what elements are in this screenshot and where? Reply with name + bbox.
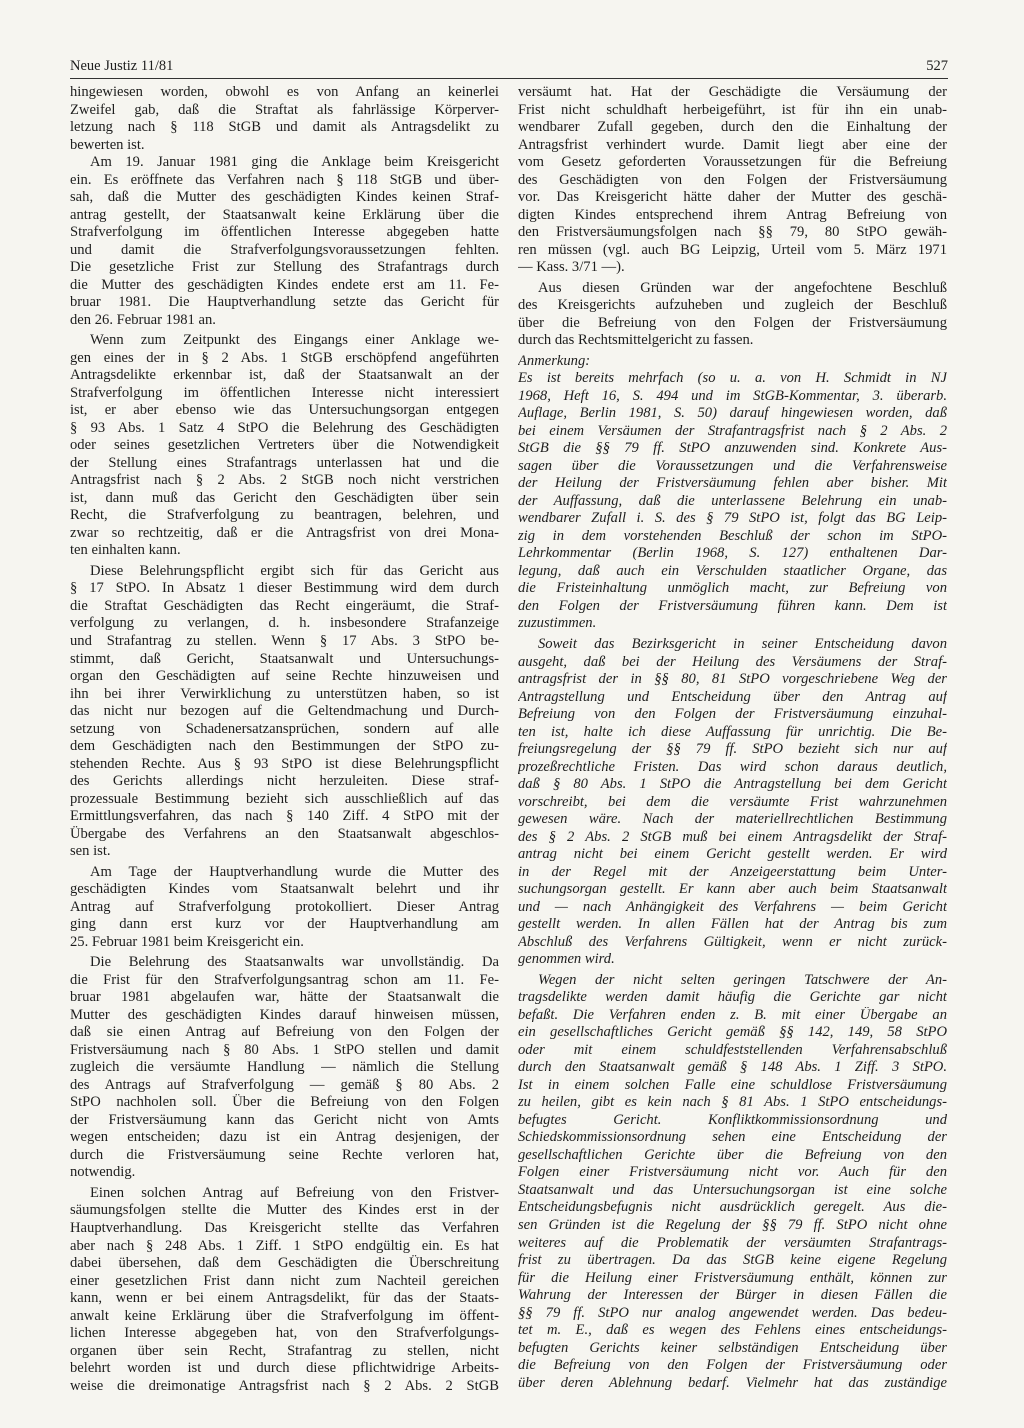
text-line: Am 19. Januar 1981 ging die Anklage beim Kreisgericht [90, 154, 499, 171]
text-line: zuzustimmen. [518, 615, 597, 632]
text-line: des Gerichts allerdings nicht herzuleiten. Diese straf- [70, 773, 499, 790]
header-rule [70, 78, 948, 79]
text-line: ausgeht, daß bei der Heilung des Versäumens der Straf- [518, 653, 947, 670]
text-line: weise die dreimonatige Antragsfrist nach § 2 Abs. 2 StGB [70, 1377, 499, 1394]
text-line: zwar so rechtzeitig, daß er die Antragsfrist von drei Mona- [70, 524, 499, 541]
text-line: Ermittlungsverfahren, das nach § 140 Ziff. 4 StPO mit der [70, 808, 499, 825]
text-line: Strafverfolgung im öffentlichen Interesse abgegeben hatte [70, 224, 499, 241]
text-line: ist, er aber ebenso wie das Untersuchungsorgan entgegen [70, 402, 499, 419]
text-line: ten einhalten kann. [70, 542, 181, 559]
text-line: Anmerkung: [518, 352, 591, 369]
text-line: zig in dem vorstehenden Beschluß der schon im StPO- [518, 527, 947, 544]
text-line: zugleich die versäumte Handlung — nämlich die Stellung [70, 1059, 499, 1076]
text-line: versäumt hat. Hat der Geschädigte die Versäumung der [518, 84, 947, 100]
text-line: letzung nach § 118 StGB und damit als Antragsdelikt zu [70, 119, 499, 136]
text-line: Die gesetzliche Frist zur Stellung des Strafantrags durch [70, 259, 499, 276]
text-line: Abschluß des Verfahrens Gültigkeit, wenn er nicht zurück- [518, 933, 947, 950]
text-line: gen eines der in § 2 Abs. 1 StGB erschöpfend angeführten [70, 349, 499, 366]
text-line: das nicht nur bezogen auf die Geltendmachung und Durch- [70, 703, 499, 720]
text-line: tragsdelikte werden damit häufig die Gerichte gar nicht [518, 989, 947, 1006]
text-line: über die Befreiung von den Folgen der Fristversäumung [518, 314, 947, 331]
text-line: des Antrags auf Strafverfolgung — gemäß § 80 Abs. 2 [70, 1076, 499, 1093]
text-line: der Fristversäumung kann das Gericht nicht von Amts [70, 1111, 499, 1128]
text-line: wendbarer Zufall gegeben, durch den die Einhaltung der [518, 119, 947, 136]
text-line: ihn bei ihrer Verwirklichung zu unterstützen haben, so ist [70, 685, 499, 702]
text-line: gewesen wäre. Nach der materiellrechtlichen Bestimmung [518, 811, 947, 828]
text-line: organ den Geschädigten auf seine Rechte hinzuweisen und [70, 668, 499, 685]
text-line: ist, dann muß das Gericht den Geschädigten über sein [70, 489, 499, 506]
text-line: befugtes Gericht. Konfliktkommissionsordnung und [518, 1111, 947, 1128]
text-line: hingewiesen worden, obwohl es von Anfang an keinerlei [70, 84, 499, 100]
text-line: ging dann erst kurz vor der Hauptverhandlung am [70, 916, 499, 933]
text-line: 25. Februar 1981 beim Kreisgericht ein. [70, 933, 304, 950]
text-line: wendbarer Zufall i. S. des § 79 StPO ist, folgt das BG Leip- [518, 510, 947, 527]
text-line: verfolgung zu verlangen, d. h. insbesondere Strafanzeige [70, 615, 499, 632]
text-line: Wahrung der Interessen der Bürger in diesen Fällen die [518, 1287, 947, 1304]
text-line: frist zu übertragen. Da das StGB keine eigene Regelung [518, 1252, 947, 1269]
text-line: gesellschaftlichen Gerichte über die Befreiung von den [518, 1146, 947, 1163]
text-line: kann, wenn er bei einem Antragsdelikt, für das der Staats- [70, 1290, 499, 1307]
text-line: § 17 StPO. In Absatz 1 dieser Bestimmung wird dem durch [70, 580, 499, 597]
text-line: durch den Staatsanwalt gemäß § 148 Abs. 1 Ziff. 3 StPO. [518, 1059, 947, 1076]
text-line: und damit die Strafverfolgungsvoraussetzungen fehlten. [70, 241, 499, 258]
text-line: durch die Fristversäumung seine Rechte verloren hat, [70, 1146, 499, 1163]
text-line: Frist nicht schuldhaft herbeigeführt, ist für ihn ein unab- [518, 101, 947, 118]
text-line: die Befreiung von den Folgen der Fristversäumung oder [518, 1357, 947, 1374]
text-line: des Geschädigten von den Folgen der Fristversäumung [518, 171, 947, 188]
text-line: Die Belehrung des Staatsanwalts war unvollständig. Da [90, 954, 499, 971]
text-line: vor. Das Kreisgericht hätte daher der Mutter des geschä- [518, 189, 947, 206]
text-line: daß § 80 Abs. 1 StPO die Antragstellung bei dem Gericht [518, 776, 947, 793]
text-line: stehenden Rechte. Aus § 93 StPO ist diese Belehrungspflicht [70, 755, 499, 772]
text-line: Einen solchen Antrag auf Befreiung von den Fristver- [90, 1184, 499, 1201]
text-line: den Folgen der Fristversäumung führen kann. Dem ist [518, 597, 947, 614]
text-line: notwendig. [70, 1164, 136, 1181]
text-line: setzung von Schadenersatzansprüchen, sondern auf alle [70, 720, 499, 737]
text-line: — Kass. 3/71 —). [518, 259, 625, 276]
text-line: dem Geschädigten nach den Bestimmungen der StPO zu- [70, 738, 499, 755]
text-line: und Strafantrag zu stellen. Wenn § 17 Abs. 3 StPO be- [70, 632, 499, 649]
text-line: die Fristeinhaltung unmöglich macht, zur Befreiung von [518, 580, 947, 597]
text-line: Befreiung von den Folgen der Fristversäumung einzuhal- [518, 706, 947, 723]
text-line: für die Heilung einer Fristversäumung enthält, können zur [518, 1269, 947, 1286]
text-line: den 26. Februar 1981 an. [70, 311, 216, 328]
text-line: freiungsregelung der §§ 79 ff. StPO bezieht sich nur auf [518, 741, 947, 758]
text-line: legung, daß auch ein Verschulden staatlicher Organe, das [518, 562, 947, 579]
text-line: geschädigten Kindes vom Staatsanwalt belehrt und ihr [70, 881, 499, 898]
text-line: Es ist bereits mehrfach (so u. a. von H. Schmidt in NJ [518, 370, 947, 387]
text-line: zu heilen, gibt es kein nach § 81 Abs. 1 StPO entscheidungs- [518, 1094, 947, 1111]
text-line: bei einem Versäumen der Strafantragsfrist nach § 2 Abs. 2 [518, 422, 947, 439]
text-line: StPO nachholen soll. Über die Befreiung von den Folgen [70, 1094, 499, 1111]
text-line: bewerten ist. [70, 136, 145, 153]
page-number: 527 [926, 58, 948, 74]
text-line: sen ist. [70, 843, 111, 860]
text-line: daß sie einen Antrag auf Befreiung von den Folgen der [70, 1024, 499, 1041]
text-line: Strafverfolgung im öffentlichen Interesse nicht interessiert [70, 384, 499, 401]
text-line: Ist in einem solchen Falle eine schuldlose Fristversäumung [518, 1076, 947, 1093]
text-line: bruar 1981. Die Hauptverhandlung setzte das Gericht für [70, 294, 499, 311]
text-line: Am Tage der Hauptverhandlung wurde die Mutter des [90, 863, 499, 880]
text-line: der Stellung eines Strafantrags unterlassen hat und die [70, 454, 499, 471]
text-line: und — nach Anhängigkeit des Verfahrens — beim Gericht [518, 898, 947, 915]
text-line: Lehrkommentar (Berlin 1968, S. 127) enthaltenen Dar- [518, 545, 947, 562]
text-line: vom Gesetz geforderten Voraussetzungen für die Befreiung [518, 154, 947, 171]
text-line: sagen über die Voraussetzungen und die Verfahrensweise [518, 457, 947, 474]
text-line: durch das Rechtsmittelgericht zu fassen. [518, 332, 754, 349]
text-line: anwalt keine Erklärung über die Strafverfolgung im öffent- [70, 1307, 499, 1324]
text-line: stimmt, daß Gericht, Staatsanwalt und Untersuchungs- [70, 650, 499, 667]
text-line: antragsfrist der in §§ 80, 81 StPO vorgeschriebene Weg der [518, 671, 947, 688]
right-column [518, 84, 947, 1392]
text-line: §§ 79 ff. StPO nur analog angewendet werden. Das bedeu- [518, 1304, 947, 1321]
text-line: digten Kindes entsprechend ihrem Antrag Befreiung von [518, 206, 947, 223]
text-line: ren müssen (vgl. auch BG Leipzig, Urteil vom 5. März 1971 [518, 241, 947, 258]
text-line: Folgen einer Fristversäumung nicht vor. Auch für den [518, 1164, 947, 1181]
text-line: § 93 Abs. 1 Satz 4 StPO die Belehrung des Geschädigten [70, 419, 499, 436]
text-line: die Frist für den Strafverfolgungsantrag schon am 11. Fe- [70, 971, 499, 988]
text-line: des § 2 Abs. 2 StGB muß bei einem Antragsdelikt der Straf- [518, 828, 947, 845]
text-line: Auflage, Berlin 1981, S. 50) darauf hingewiesen worden, daß [518, 405, 947, 422]
text-line: prozeßrechtliche Fristen. Das wird schon daraus deutlich, [518, 758, 947, 775]
text-line: befugten Gerichts keiner selbständigen Entscheidung über [518, 1339, 947, 1356]
text-line: aber nach § 248 Abs. 1 Ziff. 1 StPO endgültig ein. Es hat [70, 1237, 499, 1254]
text-line: weiteres auf die Problematik der versäumten Strafantrags- [518, 1234, 947, 1251]
text-line: einer gesetzlichen Frist dann nicht zum Nachteil gereichen [70, 1272, 499, 1289]
text-line: Antragsfrist verhindert wurde. Damit liegt aber eine der [518, 136, 947, 153]
text-line: gestellt werden. In allen Fällen hat der Antrag bis zum [518, 916, 947, 933]
text-line: oder seines gesetzlichen Vertreters über die Notwendigkeit [70, 437, 499, 454]
text-line: ten ist, halte ich diese Auffassung für unrichtig. Die Be- [518, 723, 947, 740]
text-line: befaßt. Die Verfahren enden z. B. mit einer Übergabe an [518, 1006, 947, 1023]
text-line: Entscheidungsbefugnis nicht ausdrücklich geregelt. Aus die- [518, 1199, 947, 1216]
text-line: dabei übersehen, daß dem Geschädigten die Überschreitung [70, 1255, 499, 1272]
text-line: Mutter des geschädigten Kindes darauf hinweisen müssen, [70, 1006, 499, 1023]
text-line: des Kreisgerichts aufzuheben und zugleich der Beschluß [518, 297, 947, 314]
text-line: ein. Es eröffnete das Verfahren nach § 118 StGB und über- [70, 171, 499, 188]
text-line: wegen entscheiden; dazu ist ein Antrag desjenigen, der [70, 1129, 499, 1146]
text-line: den Fristversäumungsfolgen nach §§ 79, 80 StPO gewäh- [518, 224, 947, 241]
left-column [70, 84, 499, 1395]
text-line: der Heilung der Fristversäumung fehlen aber bisher. Mit [518, 475, 947, 492]
text-line: antrag nicht bei einem Gericht gestellt werden. Er wird [518, 846, 947, 863]
text-line: Antragsdelikte erkennbar ist, daß der Staatsanwalt an der [70, 367, 499, 384]
text-line: Schiedskommissionsordnung sehen eine Entscheidung der [518, 1129, 947, 1146]
text-line: die Mutter des geschädigten Kindes endete erst am 11. Fe- [70, 276, 499, 293]
text-line: Zweifel gab, daß die Straftat als fahrlässige Körperver- [70, 101, 499, 118]
text-line: vorschreibt, bei dem die versäumte Frist wahrzunehmen [518, 793, 947, 810]
text-line: säumungsfolgen stellte die Mutter des Kindes erst in der [70, 1202, 499, 1219]
text-line: lichen Interesse abgegeben hat, von den Strafverfolgungs- [70, 1325, 499, 1342]
text-line: suchungsorgan gestellt. Er kann aber auch beim Staatsanwalt [518, 881, 947, 898]
text-line: Fristversäumung nach § 80 Abs. 1 StPO stellen und damit [70, 1041, 499, 1058]
text-line: Soweit das Bezirksgericht in seiner Entscheidung davon [538, 635, 947, 652]
text-line: tet m. E., daß es wegen des Fehlens eines entscheidungs- [518, 1322, 947, 1339]
text-line: Staatsanwalt und das Untersuchungsorgan ist eine solche [518, 1181, 947, 1198]
text-line: Diese Belehrungspflicht ergibt sich für das Gericht aus [90, 562, 499, 579]
text-line: bruar 1981 abgelaufen war, hätte der Staatsanwalt die [70, 989, 499, 1006]
text-line: Hauptverhandlung. Das Kreisgericht stellte das Verfahren [70, 1220, 499, 1236]
text-line: Recht, die Strafverfolgung zu beantragen, belehren, und [70, 507, 499, 524]
running-header-journal: Neue Justiz 11/81 [70, 58, 174, 74]
text-line: sen Gründen ist die Regelung der §§ 79 ff. StPO nicht ohne [518, 1217, 947, 1233]
text-line: prozessuale Bestimmung bezieht sich ausschließlich auf das [70, 790, 499, 807]
text-line: oder mit einem schuldfeststellenden Verfahrensabschluß [518, 1041, 947, 1058]
text-line: StGB die §§ 79 ff. StPO anzuwenden sind. Konkrete Aus- [518, 440, 947, 457]
text-line: belehrt worden ist und durch diese pflichtwidrige Arbeits- [70, 1360, 499, 1377]
text-line: Antragstellung und Entscheidung über den Antrag auf [518, 688, 947, 705]
text-line: Antrag auf Strafverfolgung protokolliert. Dieser Antrag [70, 898, 499, 915]
text-line: Antragsfrist nach § 2 Abs. 2 StGB noch nicht verstrichen [70, 472, 499, 489]
text-line: Aus diesen Gründen war der angefochtene Beschluß [538, 279, 947, 296]
text-line: sah, daß die Mutter des geschädigten Kindes keinen Straf- [70, 189, 499, 206]
text-line: 1968, Heft 16, S. 494 und im StGB-Kommentar, 3. überarb. [518, 387, 947, 404]
text-line: organen über sein Recht, Strafantrag zu stellen, nicht [70, 1342, 499, 1359]
text-line: die Straftat Geschädigten das Recht eingeräumt, die Straf- [70, 597, 499, 614]
text-line: in der Regel mit der Anzeigeerstattung beim Unter- [518, 863, 947, 880]
text-line: Wegen der nicht selten geringen Tatschwere der An- [538, 971, 947, 988]
text-line: der Auffassung, daß die unterlassene Belehrung ein unab- [518, 492, 947, 509]
text-line: Wenn zum Zeitpunkt des Eingangs einer Anklage we- [90, 332, 499, 349]
text-line: genommen wird. [518, 951, 615, 968]
text-line: ein gesellschaftliches Gericht gemäß §§ 142, 149, 58 StPO [518, 1024, 947, 1041]
text-line: Übergabe des Verfahrens an den Staatsanwalt abgeschlos- [70, 825, 499, 842]
text-line: über deren Ablehnung bedarf. Vielmehr hat das zuständige [518, 1374, 947, 1391]
text-line: antrag gestellt, der Staatsanwalt keine Erklärung über die [70, 206, 499, 223]
